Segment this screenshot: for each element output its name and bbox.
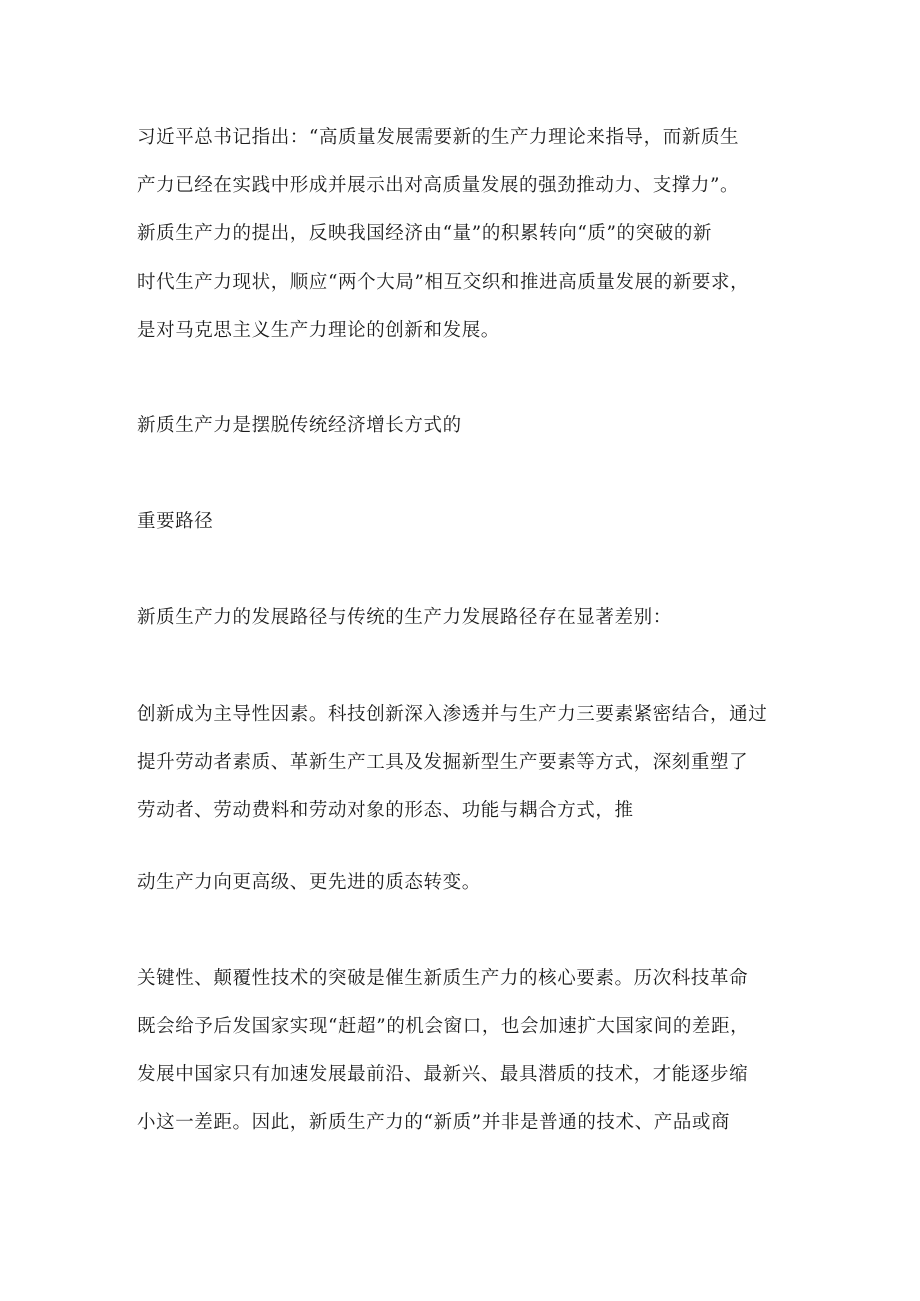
paragraph-1-line-2: 产力已经在实践中形成并展示出对高质量发展的强劲推动力、支撑力”。 bbox=[137, 175, 740, 196]
paragraph-4-line-1: 关键性、颠覆性技术的突破是催生新质生产力的核心要素。历次科技革命 bbox=[137, 968, 749, 989]
paragraph-1-line-4: 时代生产力现状，顺应“两个大局”相互交织和推进高质量发展的新要求， bbox=[137, 272, 750, 293]
paragraph-1-line-5: 是对马克思主义生产力理论的创新和发展。 bbox=[137, 320, 500, 341]
paragraph-3-line-1: 创新成为主导性因素。科技创新深入渗透并与生产力三要素紧密结合，通过 bbox=[137, 704, 768, 725]
paragraph-2: 新质生产力的发展路径与传统的生产力发展路径存在显著差别： bbox=[137, 607, 672, 628]
paragraph-4-line-3: 发展中国家只有加速发展最前沿、最新兴、最具潜质的技术，才能逐步缩 bbox=[137, 1064, 749, 1085]
paragraph-1-line-3: 新质生产力的提出，反映我国经济由“量”的积累转向“质”的突破的新 bbox=[137, 223, 713, 244]
paragraph-1-line-1: 习近平总书记指出：“高质量发展需要新的生产力理论来指导，而新质生 bbox=[137, 127, 740, 148]
section-heading-line-2: 重要路径 bbox=[137, 511, 214, 532]
paragraph-3-line-2: 提升劳动者素质、革新生产工具及发掘新型生产要素等方式，深刻重塑了 bbox=[137, 752, 749, 773]
section-heading-line-1: 新质生产力是摆脱传统经济增长方式的 bbox=[137, 415, 462, 436]
paragraph-4-line-4: 小这一差距。因此，新质生产力的“新质”并非是普通的技术、产品或商 bbox=[137, 1112, 731, 1133]
paragraph-4-line-2: 既会给予后发国家实现“赶超”的机会窗口，也会加速扩大国家间的差距， bbox=[137, 1016, 750, 1037]
paragraph-3-continued: 动生产力向更高级、更先进的质态转变。 bbox=[137, 872, 481, 893]
paragraph-3-line-3: 劳动者、劳动费料和劳动对象的形态、功能与耦合方式，推 bbox=[137, 800, 634, 821]
